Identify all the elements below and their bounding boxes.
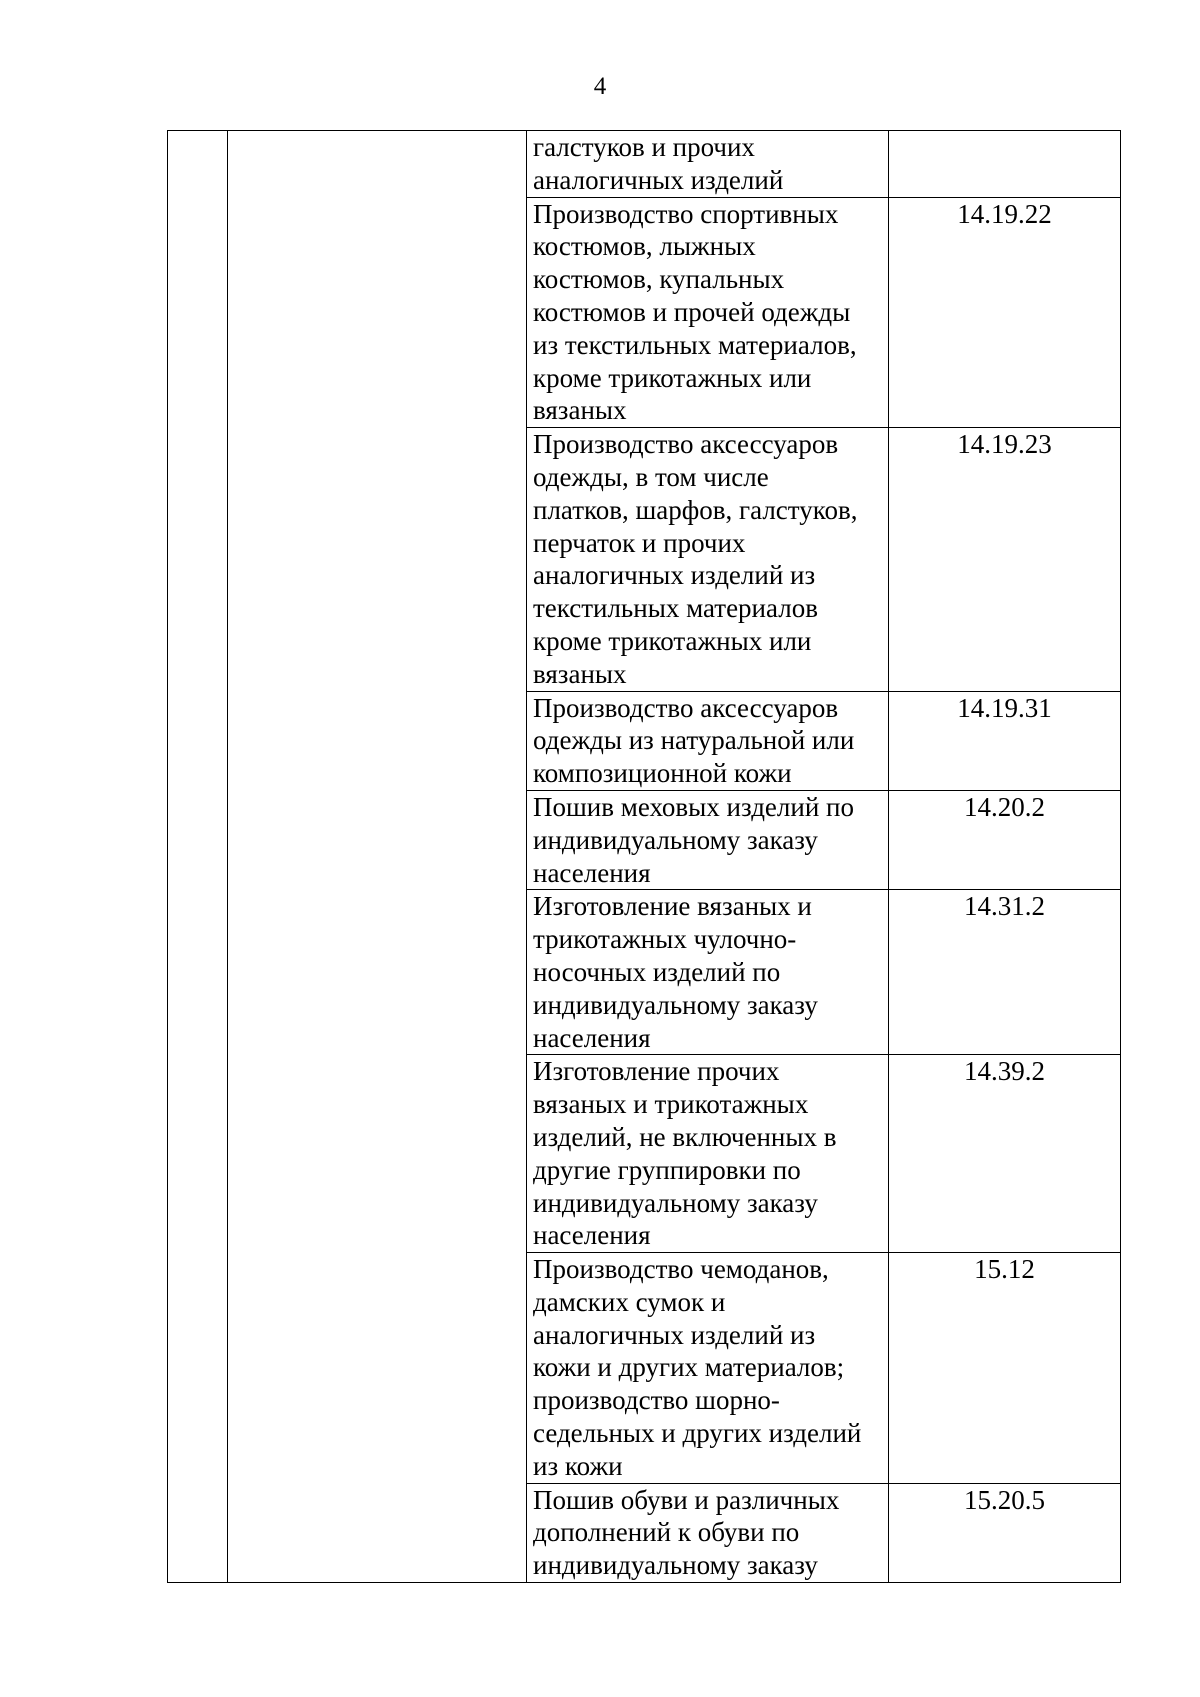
- table-row: [168, 131, 1121, 198]
- activity-description: Производство спортивных костюмов, лыжных костюмов, купальных костюмов и прочей одежды из текстильных материалов, кроме трикотажных или вязаных: [527, 197, 889, 428]
- activity-description: Производство аксессуаров одежды из натуральной или композиционной кожи: [527, 691, 889, 790]
- activity-code: 15.12: [889, 1253, 1121, 1484]
- activity-code: 15.20.5: [889, 1483, 1121, 1582]
- activity-description: Производство чемоданов, дамских сумок и аналогичных изделий из кожи и других материалов; производство шорно- седельных и других изделий из кожи: [527, 1253, 889, 1484]
- page-number: 4: [593, 73, 607, 100]
- activity-code: 14.39.2: [889, 1055, 1121, 1253]
- activity-description: Производство аксессуаров одежды, в том числе платков, шарфов, галстуков, перчаток и прочих аналогичных изделий из текстильных материалов кроме трикотажных или вязаных: [527, 428, 889, 691]
- activity-description: Изготовление прочих вязаных и трикотажных изделий, не включенных в другие группировки по индивидуальному заказу населения: [527, 1055, 889, 1253]
- activity-description: галстуков и прочих аналогичных изделий: [527, 131, 889, 198]
- activity-code: 14.19.23: [889, 428, 1121, 691]
- activity-code: 14.19.22: [889, 197, 1121, 428]
- activity-description: Изготовление вязаных и трикотажных чулочно- носочных изделий по индивидуальному заказу населения: [527, 890, 889, 1055]
- activity-code: 14.19.31: [889, 691, 1121, 790]
- activity-code: 14.20.2: [889, 790, 1121, 889]
- name-column-cell: [228, 131, 527, 1583]
- activity-codes-table: [167, 130, 1121, 1583]
- number-column-cell: [168, 131, 228, 1583]
- activity-code: 14.31.2: [889, 890, 1121, 1055]
- activity-code: [889, 131, 1121, 198]
- activity-description: Пошив обуви и различных дополнений к обуви по индивидуальному заказу: [527, 1483, 889, 1582]
- activity-description: Пошив меховых изделий по индивидуальному заказу населения: [527, 790, 889, 889]
